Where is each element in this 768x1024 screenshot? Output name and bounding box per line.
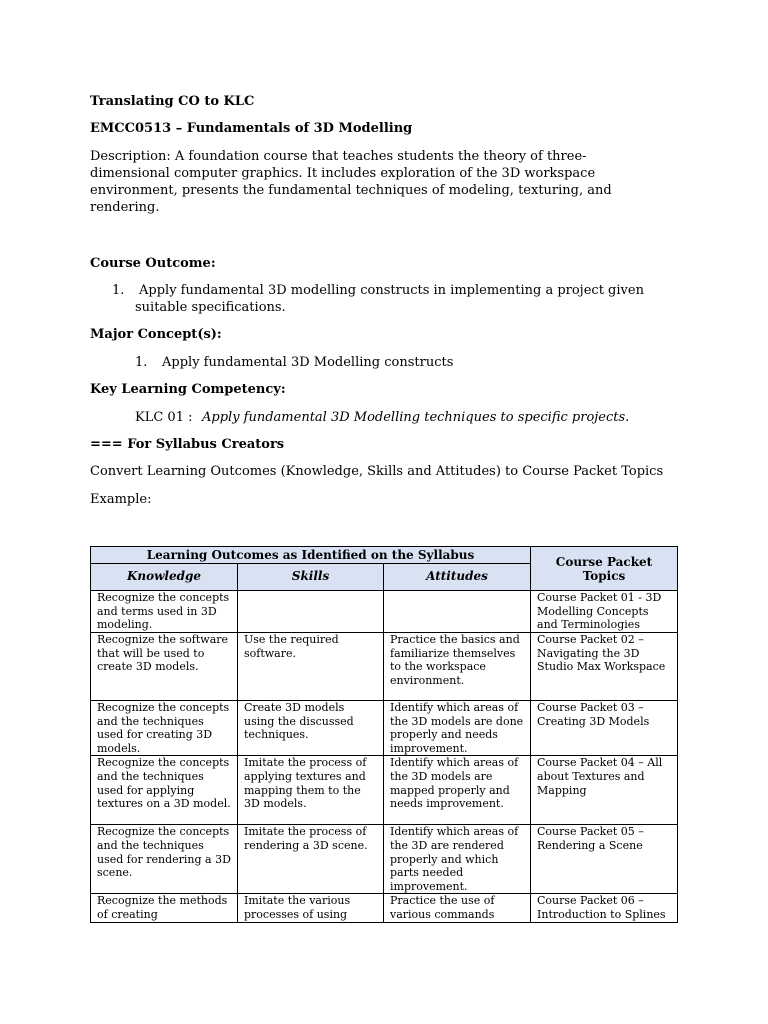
attitudes-cell: [384, 591, 531, 633]
example-label: Example:: [90, 492, 152, 507]
course-description: Description: A foundation course that teaches students the theory of three-dimensional computer graphics. It includes exploration of the 3D workspace environment, presents the fundamental techniques of modeling, texturing, and rendering.: [90, 149, 612, 215]
klc-text: Apply fundamental 3D Modelling techniques to specific projects.: [202, 410, 630, 425]
attitudes-header: Attitudes: [384, 564, 531, 591]
attitudes-cell: Identify which areas of the 3D models are done properly and needs improvement.: [384, 701, 531, 756]
table-row: [91, 756, 678, 825]
course-outcome-item-1: [112, 282, 124, 299]
klc-code: KLC 01 :: [135, 410, 193, 425]
major-concept-item-1-number: 1.: [135, 355, 148, 370]
topic-cell: Course Packet 03 – Creating 3D Models: [531, 701, 678, 756]
skills-header: Skills: [238, 564, 384, 591]
knowledge-header: Knowledge: [91, 564, 238, 591]
course-outcome-item-1-line2: suitable specifications.: [135, 300, 286, 315]
attitudes-cell: Identify which areas of the 3D models are mapped properly and needs improvement.: [384, 756, 531, 825]
skills-cell: Imitate the various processes of using: [238, 894, 384, 922]
attitudes-cell: Identify which areas of the 3D are rendered properly and which parts needed improvement.: [384, 825, 531, 894]
table-row: [91, 894, 678, 922]
learning-outcomes-table: [90, 546, 678, 923]
skills-cell: Imitate the process of applying textures and mapping them to the 3D models.: [238, 756, 384, 825]
knowledge-cell: Recognize the concepts and the techniques used for applying textures on a 3D model.: [91, 756, 238, 825]
skills-cell: Imitate the process of rendering a 3D scene.: [238, 825, 384, 894]
syllabus-instruction: Convert Learning Outcomes (Knowledge, Skills and Attitudes) to Course Packet Topics: [90, 464, 664, 479]
learning-outcomes-header: Learning Outcomes as Identified on the Syllabus: [91, 547, 531, 564]
table-row: [91, 591, 678, 633]
major-concept-item-1: Apply fundamental 3D Modelling constructs: [162, 355, 454, 370]
knowledge-cell: Recognize the concepts and the techniques used for rendering a 3D scene.: [91, 825, 238, 894]
knowledge-cell: Recognize the concepts and the techniques used for creating 3D models.: [91, 701, 238, 756]
topic-cell: Course Packet 04 – All about Textures and Mapping: [531, 756, 678, 825]
skills-cell: Create 3D models using the discussed techniques.: [238, 701, 384, 756]
topic-cell: Course Packet 06 – Introduction to Splines: [531, 894, 678, 922]
course-packet-topics-header: Course Packet Topics: [531, 547, 678, 591]
table-row: [91, 825, 678, 894]
attitudes-cell: Practice the basics and familiarize themselves to the workspace environment.: [384, 633, 531, 701]
document-title: Translating CO to KLC: [90, 94, 255, 109]
klc-heading: Key Learning Competency:: [90, 382, 286, 397]
list-number: 1.: [112, 283, 125, 298]
attitudes-cell: Practice the use of various commands: [384, 894, 531, 922]
skills-cell: Use the required software.: [238, 633, 384, 701]
course-outcome-heading: Course Outcome:: [90, 256, 216, 271]
topic-cell: Course Packet 01 - 3D Modelling Concepts and Terminologies: [531, 591, 678, 633]
knowledge-cell: Recognize the software that will be used to create 3D models.: [91, 633, 238, 701]
knowledge-cell: Recognize the concepts and terms used in 3D modeling.: [91, 591, 238, 633]
course-outcome-item-1-line1: Apply fundamental 3D modelling constructs in implementing a project given: [139, 283, 644, 298]
course-title: EMCC0513 – Fundamentals of 3D Modelling: [90, 121, 413, 136]
topic-cell: Course Packet 05 – Rendering a Scene: [531, 825, 678, 894]
major-concepts-heading: Major Concept(s):: [90, 327, 222, 342]
table-row: [91, 633, 678, 701]
knowledge-cell: Recognize the methods of creating: [91, 894, 238, 922]
topic-cell: Course Packet 02 – Navigating the 3D Studio Max Workspace: [531, 633, 678, 701]
table-row: [91, 701, 678, 756]
skills-cell: [238, 591, 384, 633]
syllabus-creators-heading: === For Syllabus Creators: [90, 437, 285, 452]
table-group-header-row: [91, 547, 678, 564]
